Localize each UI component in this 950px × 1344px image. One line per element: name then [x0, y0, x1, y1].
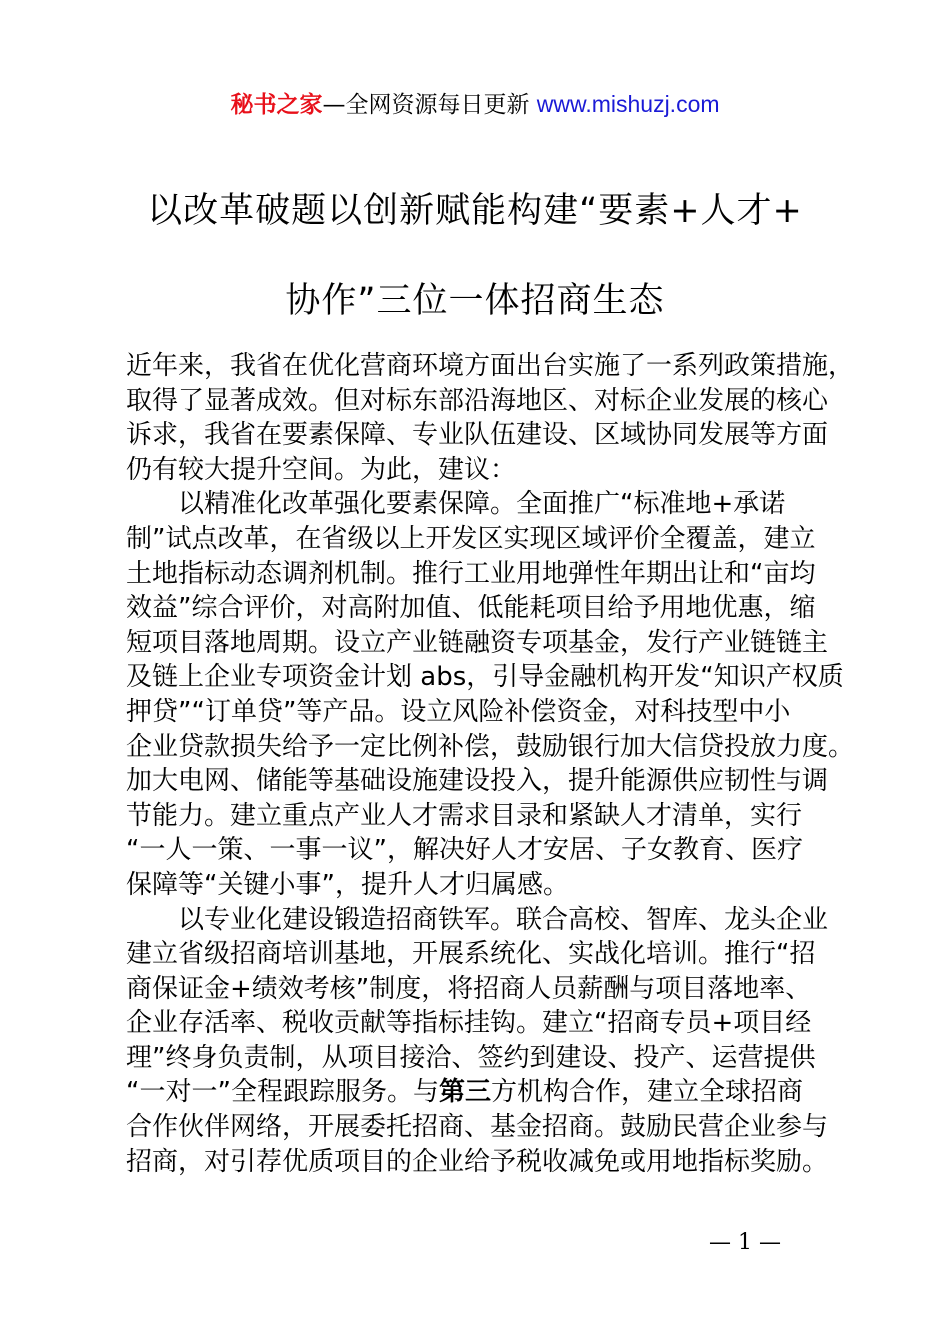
page-number: — 1 — — [709, 1230, 781, 1255]
document-title — [60, 166, 890, 346]
paragraph-3-line: 合作伙伴网络，开展委托招商、基金招商。鼓励民营企业参与 — [126, 1112, 829, 1143]
paragraph-2-line: 企业贷款损失给予一定比例补偿，鼓励银行加大信贷投放力度。 — [126, 731, 855, 762]
paragraph-2-line: “一人一策、一事一议”，解决好人才安居、子女教育、医疗 — [126, 835, 803, 866]
paragraph-3-line-mixed — [126, 1075, 856, 1110]
paragraph-2-line: 制”试点改革，在省级以上开发区实现区域评价全覆盖，建立 — [126, 523, 816, 554]
paragraph-3-line: 理”终身负责制，从项目接洽、签约到建设、投产、运营提供 — [126, 1042, 816, 1073]
site-tagline: —全网资源每日更新 — [322, 92, 537, 118]
paragraph-2-line: 押贷”“订单贷”等产品。设立风险补偿资金，对科技型中小 — [126, 696, 791, 727]
paragraph-3-line: 以专业化建设锻造招商铁军。联合高校、智库、龙头企业 — [178, 904, 829, 935]
paragraph-1-line: 取得了显著成效。但对标东部沿海地区、对标企业发展的核心 — [126, 385, 829, 416]
text-run: 方机构合作，建立全球招商 — [490, 1077, 803, 1108]
document-body — [126, 349, 856, 1179]
site-name: 秘书之家 — [230, 92, 323, 118]
paragraph-3-line: 招商，对引荐优质项目的企业给予税收减免或用地指标奖励。 — [126, 1146, 829, 1177]
title-line-2: 协作”三位一体招商生态 — [285, 281, 665, 321]
paragraph-2-line: 土地指标动态调剂机制。推行工业用地弹性年期出让和“亩均 — [126, 558, 816, 589]
paragraph-2-line: 效益”综合评价，对高附加值、低能耗项目给予用地优惠，缩 — [126, 593, 816, 624]
title-line-1: 以改革破题以创新赋能构建“要素+人才+ — [147, 191, 803, 231]
paragraph-1-line: 近年来，我省在优化营商环境方面出台实施了一系列政策措施， — [126, 351, 855, 381]
paragraph-3-line: 商保证金+绩效考核”制度，将招商人员薪酬与项目落地率、 — [126, 973, 812, 1004]
bold-text-run: 第三 — [438, 1077, 491, 1108]
paragraph-2-line: 短项目落地周期。设立产业链融资专项基金，发行产业链链主 — [126, 627, 829, 658]
paragraph-2-line: 保障等“关键小事”，提升人才归属感。 — [126, 869, 569, 900]
paragraph-2-line: 加大电网、储能等基础设施建设投入，提升能源供应韧性与调 — [126, 766, 829, 797]
paragraph-2-line: 以精准化改革强化要素保障。全面推广“标准地+承诺 — [178, 489, 786, 520]
paragraph-1-line: 仍有较大提升空间。为此，建议： — [126, 454, 517, 485]
paragraph-1-line: 诉求，我省在要素保障、专业队伍建设、区域协同发展等方面 — [126, 420, 829, 451]
paragraph-2-line: 及链上企业专项资金计划 abs，引导金融机构开发“知识产权质 — [126, 662, 844, 693]
text-run: “一对一”全程跟踪服务。与 — [126, 1077, 439, 1108]
site-url-link[interactable]: www.mishuzj.com — [536, 91, 720, 117]
paragraph-2-line: 节能力。建立重点产业人才需求目录和紧缺人才清单，实行 — [126, 800, 803, 831]
paragraph-3-line: 企业存活率、税收贡献等指标挂钩。建立“招商专员+项目经 — [126, 1008, 812, 1039]
paragraph-3-line: 建立省级招商培训基地，开展系统化、实战化培训。推行“招 — [126, 939, 816, 970]
site-header — [0, 86, 950, 123]
